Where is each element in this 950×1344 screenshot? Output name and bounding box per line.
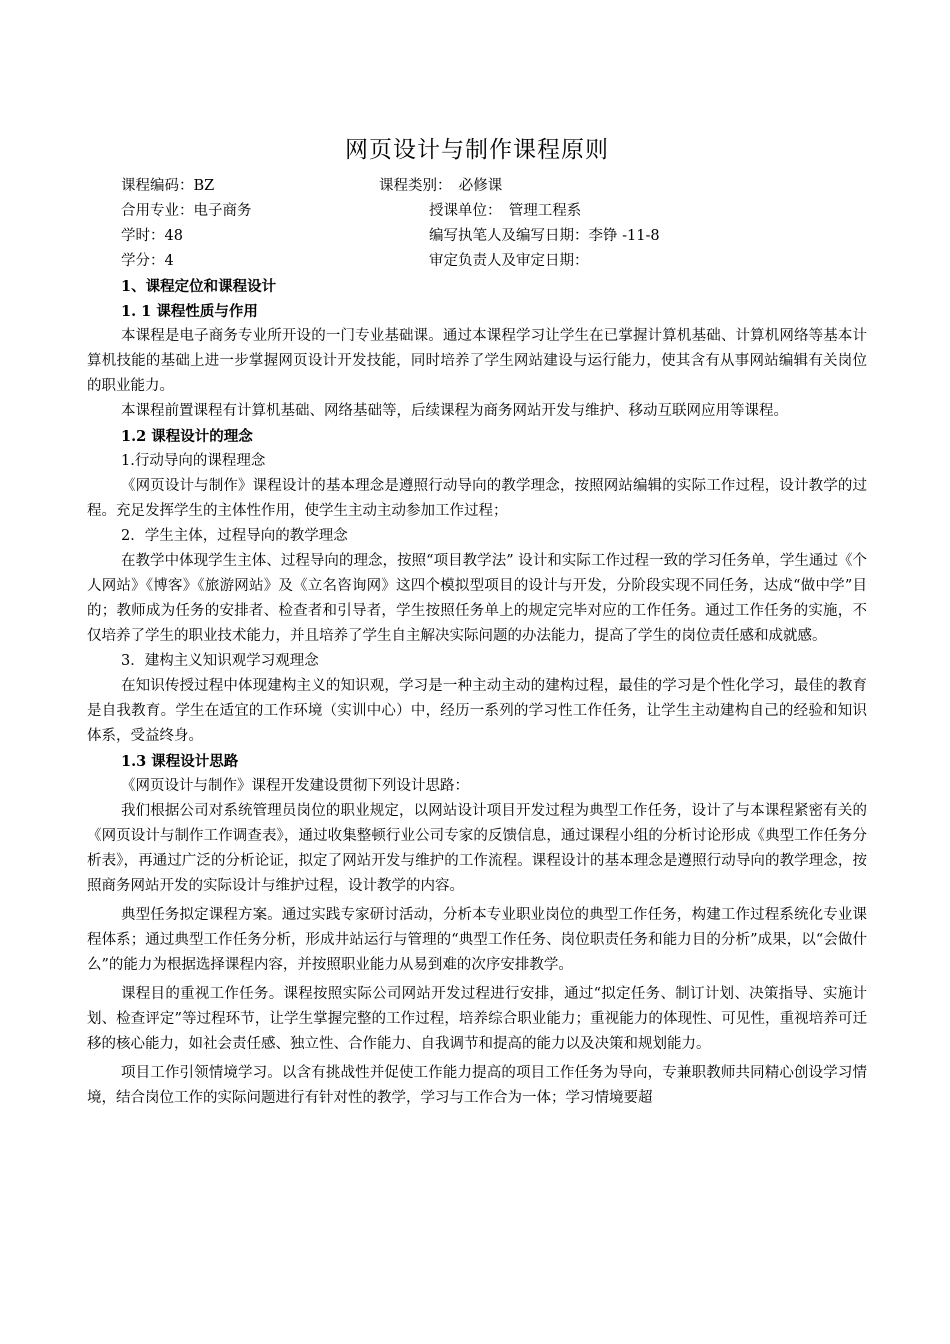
- section-heading-1: 1、课程定位和课程设计: [121, 278, 277, 295]
- paragraph: 本课程前置课程有计算机基础、网络基础等，后续课程为商务网站开发与维护、移动互联网应用等课程。: [121, 403, 788, 419]
- section-heading-1-3: 1.3 课程设计思路: [121, 753, 239, 770]
- teaching-unit: 授课单位： 管理工程系: [429, 203, 582, 219]
- applicable-major: 合用专业：电子商务: [121, 203, 252, 219]
- section-heading-1-1: 1. 1 课程性质与作用: [121, 303, 258, 320]
- paragraph: 典型任务拟定课程方案。通过实践专家研讨活动，分析本专业职业岗位的典型工作任务，构建工作过程系统化专业课程体系；通过典型工作任务分析，形成井站运行与管理的“典型工作任务、岗位职责任务和能力目的分析”成果，以“会做什么”的能力为根据选择课程内容，并按照职业能力从易到难的次序安排教学。: [87, 907, 867, 973]
- paragraph: 项目工作引领情境学习。以含有挑战性并促使工作能力提高的项目工作任务为导向，专兼职教师共同精心创设学习情境，结合岗位工作的实际问题进行有针对性的教学，学习与工作合为一体；学习情境要超: [87, 1065, 867, 1106]
- course-code: 课程编码：BZ: [121, 178, 215, 194]
- meta-row-3: [87, 224, 867, 249]
- subheading: 1.行动导向的课程理念: [121, 453, 266, 469]
- author-date: 编写执笔人及编写日期：李铮 -11-8: [429, 228, 660, 244]
- credits: 学分：4: [121, 253, 174, 269]
- meta-row-2: [87, 199, 867, 224]
- meta-row-1: [87, 174, 867, 199]
- document-page: [87, 128, 867, 1111]
- meta-row-4: [87, 249, 867, 274]
- section-heading-1-2: 1.2 课程设计的理念: [121, 428, 253, 445]
- class-hours: 学时：48: [121, 228, 183, 244]
- subheading: 2．学生主体，过程导向的教学理念: [121, 528, 348, 544]
- subheading: 3．建构主义知识观学习观理念: [121, 653, 319, 669]
- course-category: 课程类别： 必修课: [379, 178, 503, 194]
- paragraph: 《网页设计与制作》课程开发建设贯彻下列设计思路：: [121, 778, 469, 794]
- paragraph: 本课程是电子商务专业所开设的一门专业基础课。通过本课程学习让学生在已掌握计算机基础、计算机网络等基本计算机技能的基础上进一步掌握网页设计开发技能，同时培养了学生网站建设与运行能力，使其含有从事网站编辑有关岗位的职业能力。: [87, 328, 867, 394]
- paragraph: 在知识传授过程中体现建构主义的知识观，学习是一种主动主动的建构过程，最佳的学习是个性化学习，最佳的教育是自我教育。学生在适宜的工作环境（实训中心）中，经历一系列的学习性工作任务，让学生主动建构自己的经验和知识体系，受益终身。: [87, 678, 867, 744]
- page-title: 网页设计与制作课程原则: [345, 137, 609, 163]
- paragraph: 我们根据公司对系统管理员岗位的职业规定，以网站设计项目开发过程为典型工作任务，设计了与本课程紧密有关的《网页设计与制作工作调查表》，通过收集整顿行业公司专家的反馈信息，通过课程小组的分析讨论形成《典型工作任务分析表》，再通过广泛的分析论证，拟定了网站开发与维护的工作流程。课程设计的基本理念是遵照行动导向的教学理念，按照商务网站开发的实际设计与维护过程，设计教学的内容。: [87, 803, 867, 894]
- paragraph: 《网页设计与制作》课程设计的基本理念是遵照行动导向的教学理念，按照网站编辑的实际工作过程，设计教学的过程。充足发挥学生的主体性作用，使学生主动主动参加工作过程；: [87, 478, 867, 519]
- reviewer-date: 审定负责人及审定日期：: [429, 253, 589, 269]
- paragraph: 在教学中体现学生主体、过程导向的理念，按照“项目教学法” 设计和实际工作过程一致的学习任务单，学生通过《个人网站》《博客》《旅游网站》及《立名咨询网》这四个模拟型项目的设计与开发，分阶段实现不同任务，达成“做中学”目的；教师成为任务的安排者、检查者和引导者，学生按照任务单上的规定完毕对应的工作任务。通过工作任务的实施，不仅培养了学生的职业技术能力，并且培养了学生自主解决实际问题的办法能力，提高了学生的岗位责任感和成就感。: [87, 553, 867, 644]
- paragraph: 课程目的重视工作任务。课程按照实际公司网站开发过程进行安排，通过“拟定任务、制订计划、决策指导、实施计划、检查评定”等过程环节，让学生掌握完整的工作过程，培养综合职业能力；重视能力的体现性、可见性，重视培养可迁移的核心能力，如社会责任感、独立性、合作能力、自我调节和提高的能力以及决策和规划能力。: [87, 986, 867, 1052]
